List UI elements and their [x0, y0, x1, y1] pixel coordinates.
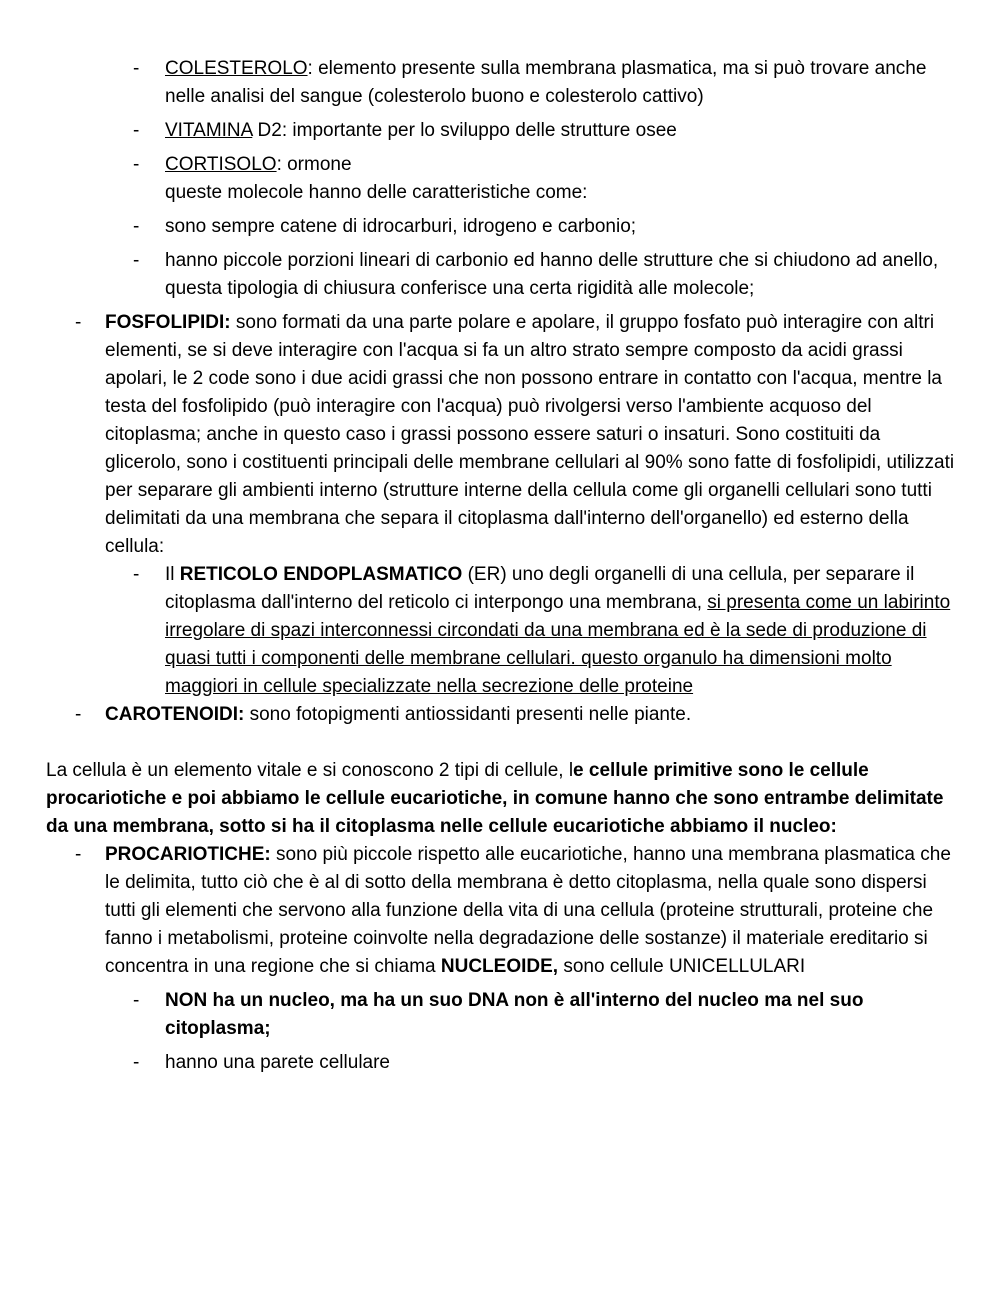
- cell-paragraph: [46, 757, 956, 841]
- term-vitamina: VITAMINA: [165, 120, 253, 141]
- bullet-dash: -: [75, 704, 82, 725]
- text-reticolo: (ER) uno degli organelli di una cellula, per separare il citoplasma dall'interno del reticolo ci interpongo una membrana,: [165, 564, 915, 613]
- term-cortisolo: CORTISOLO: [165, 154, 277, 175]
- underlined-reticolo: si presenta come un labirinto irregolare di spazi interconnessi circondati da una membrana ed è la sede di produzione di quasi tutti i componenti delle membrane cellulari. questo organulo ha dimensioni molto maggiori in cellule specializzate nella secrezione delle proteine: [165, 592, 951, 697]
- text-cortisolo: : ormone: [276, 154, 352, 175]
- bullet-dash: -: [75, 844, 82, 865]
- cell-paragraph-bold: e cellule primitive sono le cellule procariotiche e poi abbiamo le cellule eucariotiche, in comune hanno che sono entrambe delimitate da una membrana, sotto si ha il citoplasma nelle cellule eucariotiche abbiamo il nucleo:: [46, 760, 944, 837]
- list-item-procariotiche-sub-1: [133, 987, 957, 1043]
- list-item-procariotiche: [75, 841, 957, 981]
- list-item-procariotiche-sub-2: [133, 1049, 957, 1077]
- steroids-section: [0, 55, 957, 1077]
- bullet-dash: -: [133, 154, 140, 175]
- term-procariotiche: PROCARIOTICHE:: [105, 844, 271, 865]
- bullet-dash: -: [133, 990, 140, 1011]
- list-item-cortisolo: [133, 151, 957, 179]
- term-reticolo: RETICOLO ENDOPLASMATICO: [179, 564, 463, 585]
- list-item-colesterolo: [133, 55, 957, 111]
- text-vitamina: D2: importante per lo sviluppo delle strutture osee: [252, 120, 677, 141]
- bullet-dash: -: [133, 1052, 140, 1073]
- list-item-reticolo: [133, 561, 957, 701]
- bullet-dash: -: [133, 216, 140, 237]
- bullet-dash: -: [133, 120, 140, 141]
- bullet-dash: -: [133, 250, 140, 271]
- list-item-characteristic-1: [133, 213, 957, 241]
- text-procariotiche-sub-2: hanno una parete cellulare: [165, 1052, 391, 1073]
- text-unicellulari: sono cellule UNICELLULARI: [558, 956, 806, 977]
- bullet-dash: -: [75, 312, 82, 333]
- bullet-dash: -: [133, 564, 140, 585]
- prefix-reticolo: Il: [165, 564, 180, 585]
- list-item-characteristic-2: [133, 247, 957, 303]
- term-colesterolo: COLESTEROLO: [165, 58, 308, 79]
- text-carotenoidi: sono fotopigmenti antiossidanti presenti nelle piante.: [244, 704, 692, 725]
- text-procariotiche: sono più piccole rispetto alle eucariotiche, hanno una membrana plasmatica che le delimita, tutto ciò che è al di sotto della membrana è detto citoplasma, nella quale sono dispersi tutti gli elementi che servono alla funzione della vita di una cellula (proteine strutturali, proteine che fanno i metabolismi, proteine coinvolte nella degradazione delle sostanze) il materiale ereditario si concentra in una regione che si chiama: [105, 844, 951, 977]
- list-item-fosfolipidi: [75, 309, 957, 561]
- cell-paragraph-normal: La cellula è un elemento vitale e si conoscono 2 tipi di cellule, l: [46, 760, 574, 781]
- term-carotenoidi: CAROTENOIDI:: [105, 704, 245, 725]
- term-fosfolipidi: FOSFOLIPIDI:: [105, 312, 231, 333]
- bullet-dash: -: [133, 58, 140, 79]
- text-characteristic-2: hanno piccole porzioni lineari di carbonio ed hanno delle strutture che si chiudono ad anello, questa tipologia di chiusura conferisce una certa rigidità alle molecole;: [165, 250, 939, 299]
- text-fosfolipidi: sono formati da una parte polare e apolare, il gruppo fosfato può interagire con altri elementi, se si deve interagire con l'acqua si fa un altro strato sempre composto da acidi grassi apolari, le 2 code sono i due acidi grassi che non possono entrare in contatto con l'acqua, mentre la testa del fosfolipido (può interagire con l'acqua) può rivolgersi verso l'ambiente acquoso del citoplasma; anche in questo caso i grassi possono essere saturi o insaturi. Sono costituiti da glicerolo, sono i costituenti principali delle membrane cellulari al 90% sono fatte di fosfolipidi, utilizzati per separare gli ambienti interno (strutture interne della cellula come gli organelli cellulari sono tutti delimitati da una membrana che separa il citoplasma dall'interno dell'organello) ed esterno della cellula:: [105, 312, 955, 557]
- term-nucleoide: NUCLEOIDE,: [440, 956, 559, 977]
- text-colesterolo: : elemento presente sulla membrana plasmatica, ma si può trovare anche nelle analisi del sangue (colesterolo buono e colesterolo cattivo): [165, 58, 927, 107]
- text-characteristic-1: sono sempre catene di idrocarburi, idrogeno e carbonio;: [165, 216, 637, 237]
- steroids-intro-line: queste molecole hanno delle caratteristiche come:: [165, 182, 588, 203]
- text-procariotiche-sub-1: NON ha un nucleo, ma ha un suo DNA non è all'interno del nucleo ma nel suo citoplasma;: [165, 990, 864, 1039]
- list-item-vitamina: [133, 117, 957, 145]
- list-item-carotenoidi: [75, 701, 957, 729]
